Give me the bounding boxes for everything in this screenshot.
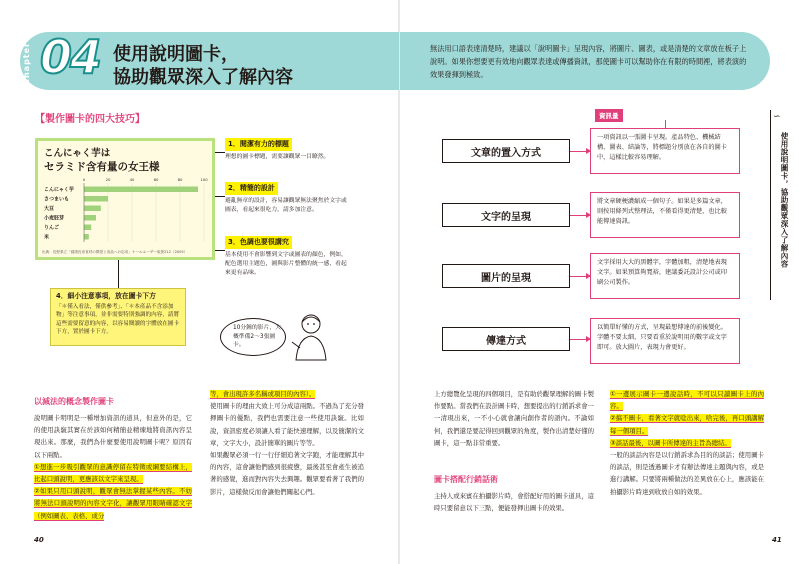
- paragraph: 使用圖卡的理由大致上可分成這兩點。不過為了充分發揮圖卡的優點，我們也需要注意一些使用訣竅。比如說，資訊密度必須讓人看了能快速理解，以及簡潔的文章，文字大小，設計簡單的圖片等等。: [210, 402, 364, 447]
- highlight-point-2: ②如果只用口頭說明，觀眾會無法掌握某些內容。不妨將無法口頭說明的內容文字化，讓觀眾用眼睛確認文字（例如圖表、表格、成分: [34, 487, 192, 520]
- left-column-1-text: [34, 412, 192, 522]
- x-tick-label: 100: [200, 177, 208, 182]
- info-tag: 資訊量: [595, 109, 623, 122]
- highlight-point-3: ③談話最後，以圖卡所傳達的主旨為總結。: [610, 438, 731, 447]
- connector-line: [215, 196, 225, 197]
- right-column-1-text: 上方總覽化呈現的四個項目，是有助於觀眾理解的圖卡製作要點。當我們在設計圖卡時，想要提出的行銷訴求會一一清現出來，一不小心就會讓向創作者的語內。不論如何，我們還是要記得回到觀眾的角度，製作出清楚好懂的圖卡，這一點非常重要。: [434, 390, 594, 447]
- item-description: 將文章硬梗濃縮成一個句子。如果是多篇文章，則按用條列式整理法，不僅看得更清楚，也比較能傳達資訊。: [590, 192, 740, 238]
- highlight-continuation: 等，會出現許多名稱或項目的內容）。: [210, 390, 316, 398]
- tip-title: 2．精簡的設計: [225, 182, 278, 195]
- left-column-2-text: [210, 388, 364, 498]
- item-description: 文字採用大大的黑體字，字體加粗，清楚地表現文字。如果預算夠寬裕，建議委託設計公司或印刷公司製作。: [590, 253, 740, 299]
- connector-line: [215, 250, 225, 251]
- page-number: 40: [34, 536, 44, 544]
- chart-title-line2: セラミド含有量の女王様: [44, 161, 160, 173]
- paragraph: 一般的談話內容是以行銷訴求為目的的談話；使用圖卡的談話，則是透過圖卡才有辦法傳達主題與內容，或是進行講解。只要將兩種做法的差異放在心上，應該能在拍攝影片時達到收放自如的效果。: [610, 451, 764, 496]
- x-tick-label: 20: [105, 177, 111, 182]
- category-label: 小麦胚芽: [44, 215, 65, 222]
- bar: [84, 215, 96, 221]
- arrow-icon: [570, 151, 590, 152]
- highlight-point-1: ①想進一步吸引觀眾的意識停留在特徵或綱要結構上，比起口頭說明，更應該以文字來呈現。: [34, 462, 192, 484]
- tip-3: [225, 236, 351, 278]
- item-label: 文章的置入方式: [442, 139, 570, 163]
- bar: [84, 196, 108, 202]
- tip-title: 3．色調也要很講究: [225, 236, 292, 249]
- tip-body: 理想的圖卡標題，需要讓觀眾一目瞭然。: [225, 154, 330, 160]
- item-description: 以簡單好懂的方式，呈現最想傳達的前後變化。字體不要太細，只要看重於說明用的數字或文字即可。放大圖片，表現力會更好。: [590, 318, 740, 364]
- note-body: 「＊僅入看法，僅供參考」、「＊本產品不含添加物」等注意事項，並非需要特別強調的內容，請將這些需要留意的內容，以容易閱讀的字體放在圖卡下方，置於圖卡下方。: [56, 303, 180, 335]
- bar: [84, 206, 101, 212]
- speech-bubble: 10分鐘的影片，大概準備2～3張圖卡。: [220, 318, 286, 356]
- connector-line: [118, 260, 119, 288]
- side-rule: [770, 110, 771, 300]
- column-heading: 以減法的概念製作圖卡: [34, 397, 114, 406]
- category-label: こんにゃく芋: [44, 187, 74, 193]
- right-page: [400, 0, 799, 564]
- highlight-point-1: ①一邊展示圖卡一邊說話時，不可以只讀圖卡上的內容。: [610, 390, 764, 411]
- item-description: 一項資訊以一張圖卡呈現。產品特色、機械結構、圖表、結論等，將標題分別放在各自的圖卡中，這樣比較容易理解。: [590, 128, 740, 174]
- x-tick-label: 40: [129, 177, 135, 182]
- left-page: [0, 0, 399, 564]
- category-label: りんご: [44, 225, 60, 231]
- x-tick-label: 60: [153, 177, 159, 182]
- category-label: さつまいも: [44, 196, 70, 203]
- arrow-icon: [570, 339, 590, 340]
- chart-title-line1: こんにゃく芋は: [44, 148, 111, 159]
- tip-body: 基本使用不會影響到文字或圖表的顏色，例如，配色選用主題色，圖與影片整體的統一感，看起來更有品味。: [225, 252, 347, 276]
- right-column-2-text: [610, 388, 764, 498]
- page-title-line1: 使用說明圖卡，: [113, 44, 239, 65]
- bar: [84, 187, 198, 193]
- section-title: 【製作圖卡的四大技巧】: [35, 114, 145, 125]
- item-label: 文字的呈現: [442, 203, 570, 227]
- chart-source: 出典：長野県立「健康長寿食材の開発と食品への応用」ケールユーザー取扱212（2005）: [42, 250, 188, 254]
- tip-1: [225, 138, 351, 162]
- chapter-label: Chapter: [22, 42, 31, 85]
- chapter-number: 04: [40, 30, 101, 84]
- category-label: 大豆: [44, 206, 55, 212]
- right-column-1-text-b: 主持人或來賓在拍攝影片時，會搭配好用的圖卡道具，這時只要留意以下三點，便能發揮出圖卡的效果。: [434, 492, 594, 513]
- side-ornament-icon: ∽: [773, 112, 781, 122]
- paragraph: 如果觀眾必須一行一行仔細追著文字跑，才能理解其中的內容，這會讓他們感到很疲憊，最後甚至會產生被追著的感覺，進而對內容失去興趣。觀眾要看著了我們的影片，這樣做反而會讓他們關起心門。: [210, 451, 364, 496]
- tip-4-note: [50, 288, 186, 346]
- example-chart-card: [35, 138, 215, 260]
- arrow-icon: [570, 276, 590, 277]
- connector-line: [215, 152, 225, 153]
- x-tick-label: 0: [82, 177, 86, 182]
- bar: [84, 225, 91, 231]
- tip-body: 避亂無章的設計，容易讓觀眾無法聚焦於文字或圖表，看起來很吃力，請多加注意。: [225, 198, 347, 213]
- tag-connector: [665, 120, 666, 128]
- page-number: 41: [772, 536, 782, 544]
- bar: [84, 234, 89, 240]
- column-heading: 圖卡搭配行銷話術: [434, 475, 498, 484]
- item-label: 圖片的呈現: [442, 264, 570, 288]
- tip-2: [225, 182, 351, 215]
- tip-title: 1．閱潔有力的標題: [225, 138, 292, 151]
- presenter-illustration-icon: [290, 310, 332, 366]
- highlight-point-2: ②搞不圖卡，看著文字就唸出來，啥完後，再口頭講解每一個項目。: [610, 414, 764, 435]
- x-tick-label: 80: [177, 177, 183, 182]
- note-title: 4．細小注意事項，放在圖卡下方: [56, 292, 156, 300]
- category-label: 米: [44, 234, 50, 241]
- side-running-title: 使用說明圖卡，協助觀眾深入了解內容: [780, 132, 789, 268]
- intro-text: 無法用口語表達清楚時，建議以「說明圖卡」呈現內容，將圖片、圖表，或是清楚的文章放在板子上說明。如果你想要更有效地向觀眾表達或傳播資訊，那使圖卡可以幫助你在有限的時間裡，將表演的效果發揮到極致。: [430, 44, 747, 79]
- arrow-icon: [570, 215, 590, 216]
- paragraph: 說明圖卡明明是一種增加資訊的道具，但意外的是，它的使用訣竅其實在於該如何精簡並精煉地將資訊內容呈現出來。那麼，我們為什麼要使用說明圖卡呢？原因有以下兩點。: [34, 414, 192, 459]
- item-label: 傳達方式: [442, 327, 570, 351]
- bar-chart: [38, 141, 212, 257]
- page-title-line2: 協助觀眾深入了解內容: [113, 67, 293, 88]
